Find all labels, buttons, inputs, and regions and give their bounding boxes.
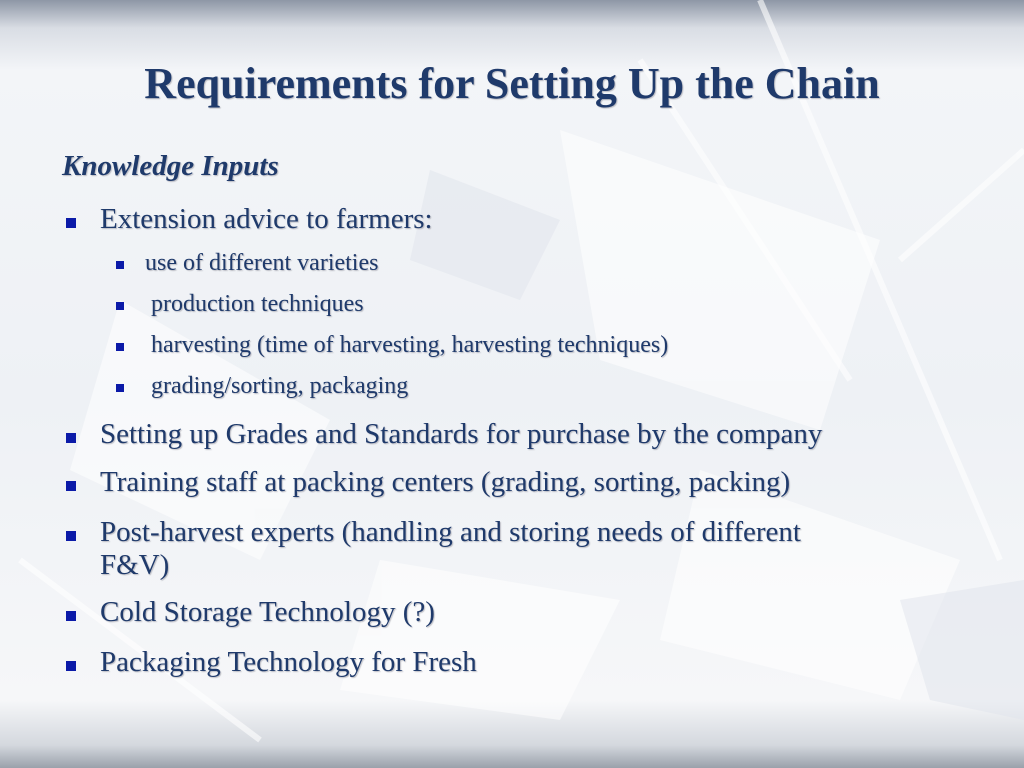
square-bullet-icon bbox=[66, 218, 76, 228]
list-item-text: Cold Storage Technology (?) bbox=[100, 596, 435, 628]
square-bullet-icon bbox=[66, 433, 76, 443]
list-item-text: Training staff at packing centers (grading, sorting, packing) bbox=[100, 466, 791, 498]
sub-list-item-text: use of different varieties bbox=[145, 250, 379, 276]
square-bullet-icon bbox=[116, 302, 124, 310]
sub-list-item-text: production techniques bbox=[145, 291, 364, 317]
square-bullet-icon bbox=[66, 611, 76, 621]
list-item-text: Setting up Grades and Standards for purchase by the company bbox=[100, 418, 823, 450]
square-bullet-icon bbox=[66, 661, 76, 671]
square-bullet-icon bbox=[116, 261, 124, 269]
square-bullet-icon bbox=[66, 481, 76, 491]
list-item-text-line-1: Post-harvest experts (handling and storing needs of different bbox=[100, 516, 801, 548]
square-bullet-icon bbox=[116, 343, 124, 351]
sub-list-item-text: grading/sorting, packaging bbox=[145, 373, 409, 399]
slide-subheading: Knowledge Inputs bbox=[62, 150, 279, 182]
slide-title: Requirements for Setting Up the Chain bbox=[144, 59, 880, 108]
sub-list-item-text: harvesting (time of harvesting, harvesting techniques) bbox=[145, 332, 669, 358]
list-item-text: Packaging Technology for Fresh bbox=[100, 646, 477, 678]
list-item-text-line-2: F&V) bbox=[100, 549, 170, 581]
square-bullet-icon bbox=[66, 531, 76, 541]
list-item-text: Extension advice to farmers: bbox=[100, 203, 433, 235]
square-bullet-icon bbox=[116, 384, 124, 392]
